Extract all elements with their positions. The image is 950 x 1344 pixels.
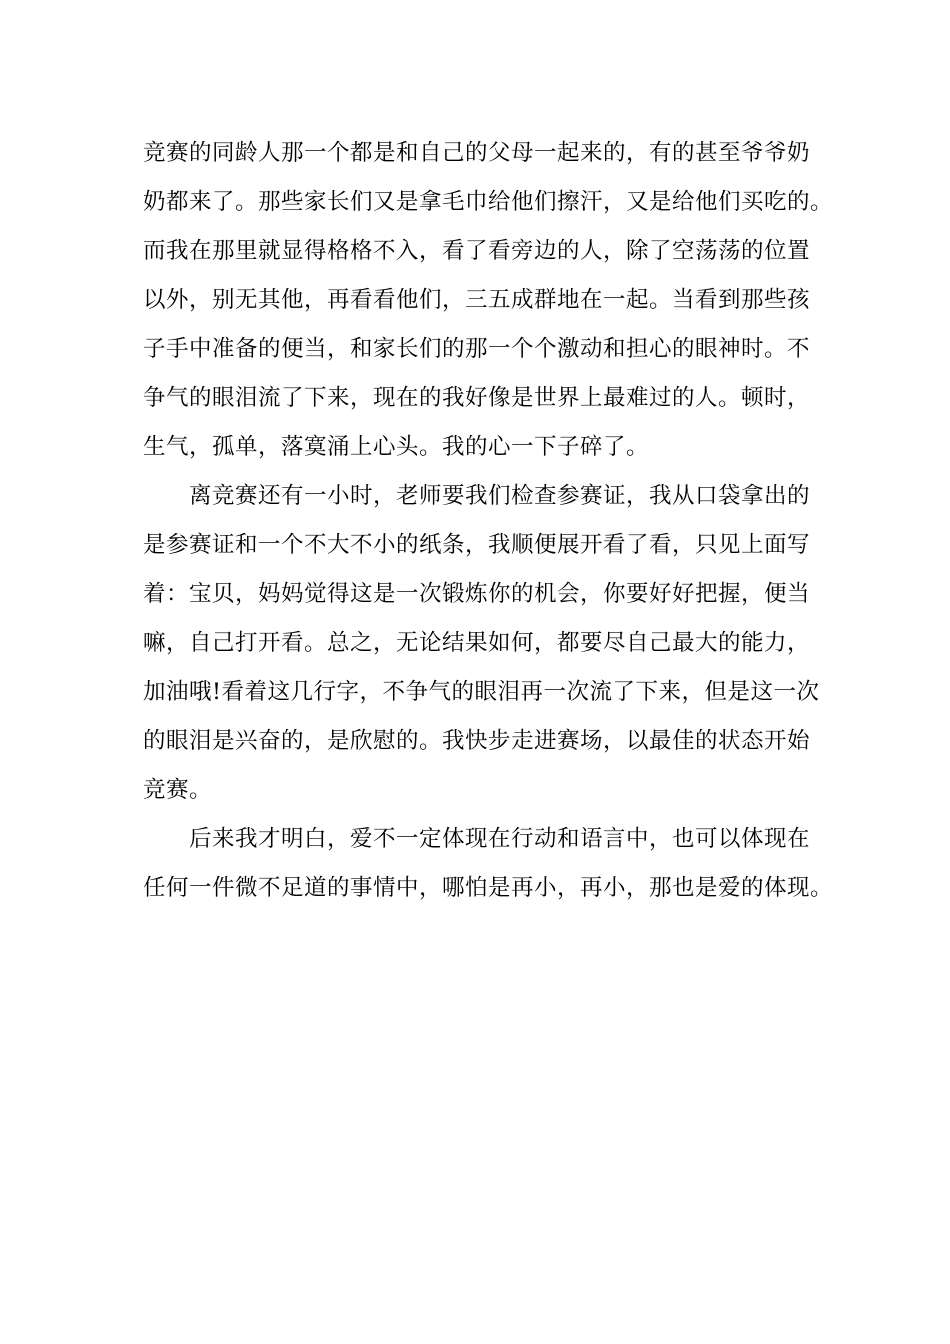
text-line-3: 而我在那里就显得格格不入，看了看旁边的人，除了空荡荡的位置	[143, 238, 811, 264]
text-line-13: 的眼泪是兴奋的，是欣慰的。我快步走进赛场，以最佳的状态开始	[143, 728, 811, 754]
text-line-1: 竞赛的同龄人那一个都是和自己的父母一起来的，有的甚至爷爷奶	[143, 140, 811, 166]
text-line-8: 离竞赛还有一小时，老师要我们检查参赛证，我从口袋拿出的	[189, 483, 811, 509]
text-line-9: 是参赛证和一个不大不小的纸条，我顺便展开看了看，只见上面写	[143, 532, 811, 558]
text-line-12: 加油哦!看着这几行字，不争气的眼泪再一次流了下来，但是这一次	[143, 679, 820, 705]
text-line-2: 奶都来了。那些家长们又是拿毛巾给他们擦汗，又是给他们买吃的。	[143, 189, 834, 215]
text-line-10: 着：宝贝，妈妈觉得这是一次锻炼你的机会，你要好好把握，便当	[143, 581, 811, 607]
text-line-14: 竞赛。	[143, 777, 213, 803]
text-line-4: 以外，别无其他，再看看他们，三五成群地在一起。当看到那些孩	[143, 287, 811, 313]
text-line-15: 后来我才明白，爱不一定体现在行动和语言中，也可以体现在	[189, 826, 811, 852]
text-line-6: 争气的眼泪流了下来，现在的我好像是世界上最难过的人。顿时，	[143, 385, 811, 411]
body-text	[143, 133, 843, 917]
text-line-7: 生气，孤单，落寞涌上心头。我的心一下子碎了。	[143, 434, 650, 460]
text-line-11: 嘛，自己打开看。总之，无论结果如何，都要尽自己最大的能力，	[143, 630, 811, 656]
text-line-16: 任何一件微不足道的事情中，哪怕是再小，再小，那也是爱的体现。	[143, 875, 834, 901]
text-line-5: 子手中准备的便当，和家长们的那一个个激动和担心的眼神时。不	[143, 336, 811, 362]
